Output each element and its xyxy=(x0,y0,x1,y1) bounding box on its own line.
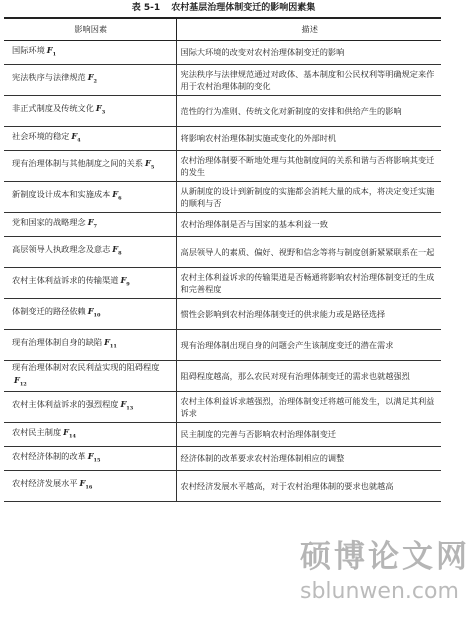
factor-cell xyxy=(4,65,176,96)
table-number: 表 5-1 xyxy=(131,3,161,13)
table-row xyxy=(4,471,441,502)
factor-symbol xyxy=(71,130,81,144)
factor-cell xyxy=(4,151,176,182)
factor-name: 国际环境 xyxy=(12,44,45,55)
factor-symbol xyxy=(145,158,155,172)
factor-cell xyxy=(4,423,176,447)
factor-symbol-letter: F xyxy=(87,216,94,227)
table-body xyxy=(4,41,441,502)
description-cell: 农村治理体制要不断地处理与其他制度间的关系和谐与否将影响其变迁的发生 xyxy=(176,151,441,182)
description-cell: 阻碍程度越高，那么农民对现有治理体制变迁的需求也就越强烈 xyxy=(176,361,441,392)
factor-symbol-letter: F xyxy=(87,72,94,83)
description-cell: 农村经济发展水平越高，对于农村治理体制的要求也就越高 xyxy=(176,471,441,502)
table-row xyxy=(4,41,441,65)
factor-cell xyxy=(4,213,176,237)
column-header-factor: 影响因素 xyxy=(4,18,176,41)
factor-name: 农村经济体制的改革 xyxy=(12,450,86,461)
factor-symbol xyxy=(120,399,134,413)
description-cell: 高层领导人的素质、偏好、视野和信念等将与制度创新紧紧联系在一起 xyxy=(176,237,441,268)
factor-name: 现有治理体制对农民利益实现的阻碍程度 xyxy=(12,362,160,373)
factor-symbol xyxy=(14,374,27,388)
factor-name: 农村经济发展水平 xyxy=(12,478,78,489)
factor-symbol-letter: F xyxy=(145,158,151,169)
factor-symbol xyxy=(79,478,93,492)
factor-symbol-index: 6 xyxy=(118,196,122,203)
factor-symbol-index: 12 xyxy=(19,381,27,388)
factor-symbol-letter: F xyxy=(46,44,53,55)
description-cell: 范性的行为准则、传统文化对新制度的安排和供给产生的影响 xyxy=(176,96,441,127)
description-cell: 现有治理体制出现自身的问题会产生该制度变迁的潜在需求 xyxy=(176,330,441,361)
factor-cell xyxy=(4,237,176,268)
factor-symbol xyxy=(46,44,57,58)
header-row xyxy=(4,18,441,41)
factor-cell xyxy=(4,330,176,361)
factor-name: 农村主体利益诉求的强烈程度 xyxy=(12,399,119,410)
description-cell: 国际大环境的改变对农村治理体制变迁的影响 xyxy=(176,41,441,65)
description-cell: 农村主体利益诉求的传输渠道是否畅通将影响农村治理体制变迁的生成和完善程度 xyxy=(176,268,441,299)
factor-name: 非正式制度及传统文化 xyxy=(12,103,94,114)
factor-name: 体制变迁的路径依赖 xyxy=(12,306,86,317)
factor-symbol xyxy=(87,450,101,464)
factor-symbol-index: 4 xyxy=(77,137,81,144)
description-cell: 从新制度的设计到新制度的实施都会消耗大量的成本，将决定变迁实施的顺利与否 xyxy=(176,182,441,213)
table-row xyxy=(4,182,441,213)
factor-symbol-index: 9 xyxy=(126,282,130,289)
table-row xyxy=(4,213,441,237)
factor-symbol-letter: F xyxy=(104,337,110,348)
table-row xyxy=(4,96,441,127)
table-row xyxy=(4,361,441,392)
table-row xyxy=(4,151,441,182)
factor-symbol xyxy=(63,426,76,440)
factor-name: 宪法秩序与法律规范 xyxy=(12,72,86,83)
factor-name: 农村民主制度 xyxy=(12,426,62,437)
factor-symbol-index: 13 xyxy=(126,406,134,413)
factor-symbol-index: 10 xyxy=(93,313,101,320)
factor-symbol-letter: F xyxy=(112,244,119,255)
factor-symbol xyxy=(120,275,130,289)
factor-symbol-index: 1 xyxy=(52,51,57,58)
factor-symbol-letter: F xyxy=(112,189,119,200)
factor-symbol xyxy=(112,189,122,203)
factor-name: 农村主体利益诉求的传输渠道 xyxy=(12,275,119,286)
table-row xyxy=(4,330,441,361)
factor-symbol-index: 15 xyxy=(93,457,101,464)
factor-symbol xyxy=(87,72,98,86)
table-row xyxy=(4,237,441,268)
table-row xyxy=(4,447,441,471)
factor-symbol xyxy=(87,216,98,230)
factor-name: 社会环境的稳定 xyxy=(12,130,70,141)
watermark-url: sblunwen.com xyxy=(300,579,459,604)
factor-symbol-letter: F xyxy=(120,399,127,410)
factor-symbol xyxy=(95,103,106,117)
factor-cell xyxy=(4,127,176,151)
factor-symbol-index: 14 xyxy=(68,433,76,440)
factor-symbol-index: 7 xyxy=(93,223,98,230)
factor-symbol-letter: F xyxy=(120,275,127,286)
factor-symbol xyxy=(112,244,122,258)
factor-cell xyxy=(4,182,176,213)
factor-cell xyxy=(4,41,176,65)
factor-symbol-letter: F xyxy=(95,103,102,114)
factor-name: 新制度设计成本和实施成本 xyxy=(12,189,111,200)
factor-symbol xyxy=(87,306,101,320)
factor-symbol-index: 8 xyxy=(118,251,122,258)
factor-symbol-letter: F xyxy=(79,478,86,489)
factor-table xyxy=(4,17,441,502)
watermark-text: 硕博论文网 xyxy=(300,539,470,575)
table-row xyxy=(4,127,441,151)
column-header-description: 描述 xyxy=(176,18,441,41)
factor-symbol-index: 3 xyxy=(101,110,106,117)
factor-name: 现有治理体制与其他制度之间的关系 xyxy=(12,158,144,169)
table-row xyxy=(4,268,441,299)
factor-symbol-index: 16 xyxy=(85,485,93,492)
factor-symbol-letter: F xyxy=(87,306,94,317)
factor-cell xyxy=(4,299,176,330)
description-cell: 农村主体利益诉求越强烈，治理体制变迁将越可能发生，以满足其利益诉求 xyxy=(176,392,441,423)
factor-symbol-letter: F xyxy=(87,450,94,461)
description-cell: 将影响农村治理体制实施或变化的外部时机 xyxy=(176,127,441,151)
description-cell: 经济体制的改革要求农村治理体制相应的调整 xyxy=(176,447,441,471)
factor-cell xyxy=(4,392,176,423)
factor-symbol-index: 5 xyxy=(150,165,155,172)
factor-cell xyxy=(4,447,176,471)
table-row xyxy=(4,299,441,330)
table-row xyxy=(4,423,441,447)
description-cell: 宪法秩序与法律规范通过对政体、基本制度和公民权利等明确规定来作用于农村治理体制的变化 xyxy=(176,65,441,96)
factor-cell xyxy=(4,268,176,299)
factor-symbol-index: 11 xyxy=(109,344,117,351)
table-row xyxy=(4,392,441,423)
factor-cell xyxy=(4,471,176,502)
factor-cell xyxy=(4,96,176,127)
table-caption xyxy=(0,2,447,14)
factor-symbol-index: 2 xyxy=(93,79,98,86)
factor-symbol-letter: F xyxy=(63,426,69,437)
factor-name: 高层领导人执政理念及意志 xyxy=(12,244,111,255)
table-title: 农村基层治理体制变迁的影响因素集 xyxy=(171,3,316,13)
factor-name: 现有治理体制自身的缺陷 xyxy=(12,337,103,348)
description-cell: 民主制度的完善与否影响农村治理体制变迁 xyxy=(176,423,441,447)
table-row xyxy=(4,65,441,96)
factor-cell xyxy=(4,361,176,392)
factor-symbol-letter: F xyxy=(14,374,20,385)
description-cell: 农村治理体制是否与国家的基本利益一致 xyxy=(176,213,441,237)
factor-name: 党和国家的战略理念 xyxy=(12,216,86,227)
description-cell: 惯性会影响到农村治理体制变迁的供求能力或是路径选择 xyxy=(176,299,441,330)
factor-symbol-letter: F xyxy=(71,130,78,141)
factor-symbol xyxy=(104,337,117,351)
